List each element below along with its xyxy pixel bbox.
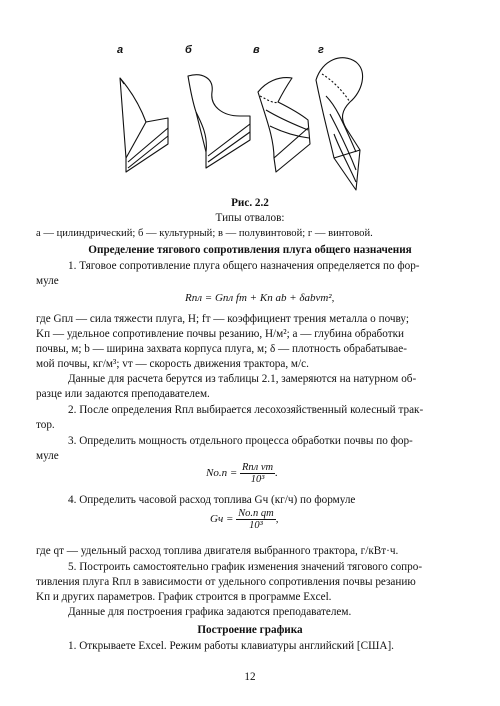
moldboard-semi-helical [258, 78, 310, 172]
paragraph-line: муле [36, 450, 59, 462]
figure-letter-a: а [117, 44, 124, 56]
formula-power-fraction [240, 462, 275, 485]
paragraph-line: 1. Открываете Excel. Режим работы клавиатуры английский [США]. [68, 640, 394, 652]
paragraph-line: тивления плуга Rпл в зависимости от удельного сопротивления почвы резанию [36, 576, 416, 588]
moldboard-figure [110, 40, 380, 192]
formula-fuel-fraction [236, 508, 276, 531]
paragraph-line: Kп и других параметров. График строится в программе Excel. [36, 591, 332, 603]
page-number: 12 [244, 671, 256, 683]
paragraph-line: где qт — удельный расход топлива двигателя выбранного трактора, г/кВт·ч. [36, 545, 399, 557]
moldboard-helical [316, 58, 363, 190]
section-heading: Определение тягового сопротивления плуга общего назначения [88, 244, 412, 256]
figure-letter-g: г [318, 44, 324, 56]
paragraph-line: Kп — удельное сопротивление почвы резанию, Н/м²; a — глубина обработки [36, 328, 405, 340]
formula-power-lhs: Nо.п = [206, 467, 238, 480]
section-heading: Построение графика [197, 624, 303, 636]
figure-caption-number: Рис. 2.2 [231, 197, 269, 209]
moldboard-drawings [110, 40, 380, 192]
moldboard-cultural [188, 75, 250, 168]
formula-plow-resistance: Rпл = Gпл fт + Kп ab + δabvт², [185, 292, 335, 304]
formula-fuel [210, 508, 278, 531]
figure-caption-title: Типы отвалов: [215, 212, 285, 224]
formula-power [206, 462, 278, 485]
paragraph-line: где Gпл — сила тяжести плуга, Н; fт — коэффициент трения металла о почву; [36, 313, 409, 325]
figure-legend: а — цилиндрический; б — культурный; в — полувинтовой; г — винтовой. [36, 228, 373, 239]
paragraph-line: 5. Построить самостоятельно график изменения значений тягового сопро- [68, 561, 423, 573]
paragraph-line: тор. [36, 419, 55, 431]
figure-letter-v: в [253, 44, 260, 56]
paragraph-line: почвы, м; b — ширина захвата корпуса плуга, м; δ — плотность обрабатывае- [36, 343, 407, 355]
paragraph-line: 1. Тяговое сопротивление плуга общего назначения определяется по фор- [68, 260, 420, 272]
paragraph-line: муле [36, 275, 59, 287]
paragraph-line: мой почвы, кг/м³; vт — скорость движения трактора, м/с. [36, 358, 309, 370]
formula-power-numerator: Rпл vт [242, 462, 274, 473]
paragraph-line: разце или задаются преподавателем. [36, 388, 210, 400]
moldboard-cylindrical [120, 78, 168, 172]
formula-power-tail: . [275, 467, 278, 480]
paragraph-line: 3. Определить мощность отдельного процесса обработки почвы по фор- [68, 435, 413, 447]
formula-power-denominator: 10³ [250, 474, 265, 485]
paragraph-line: 4. Определить часовой расход топлива Gч (кг/ч) по формуле [68, 494, 356, 506]
formula-fuel-tail: , [275, 513, 279, 526]
formula-fuel-numerator: Nо.п qт [238, 508, 274, 519]
formula-fuel-denominator: 10³ [249, 520, 263, 531]
paragraph-line: Данные для построения графика задаются преподавателем. [68, 606, 352, 618]
figure-letter-b: б [185, 44, 192, 56]
paragraph-line: Данные для расчета берутся из таблицы 2.1, замеряются на натурном об- [68, 373, 417, 385]
formula-fuel-lhs: Gч = [210, 513, 234, 526]
paragraph-line: 2. После определения Rпл выбирается лесохозяйственный колесный трак- [68, 404, 424, 416]
